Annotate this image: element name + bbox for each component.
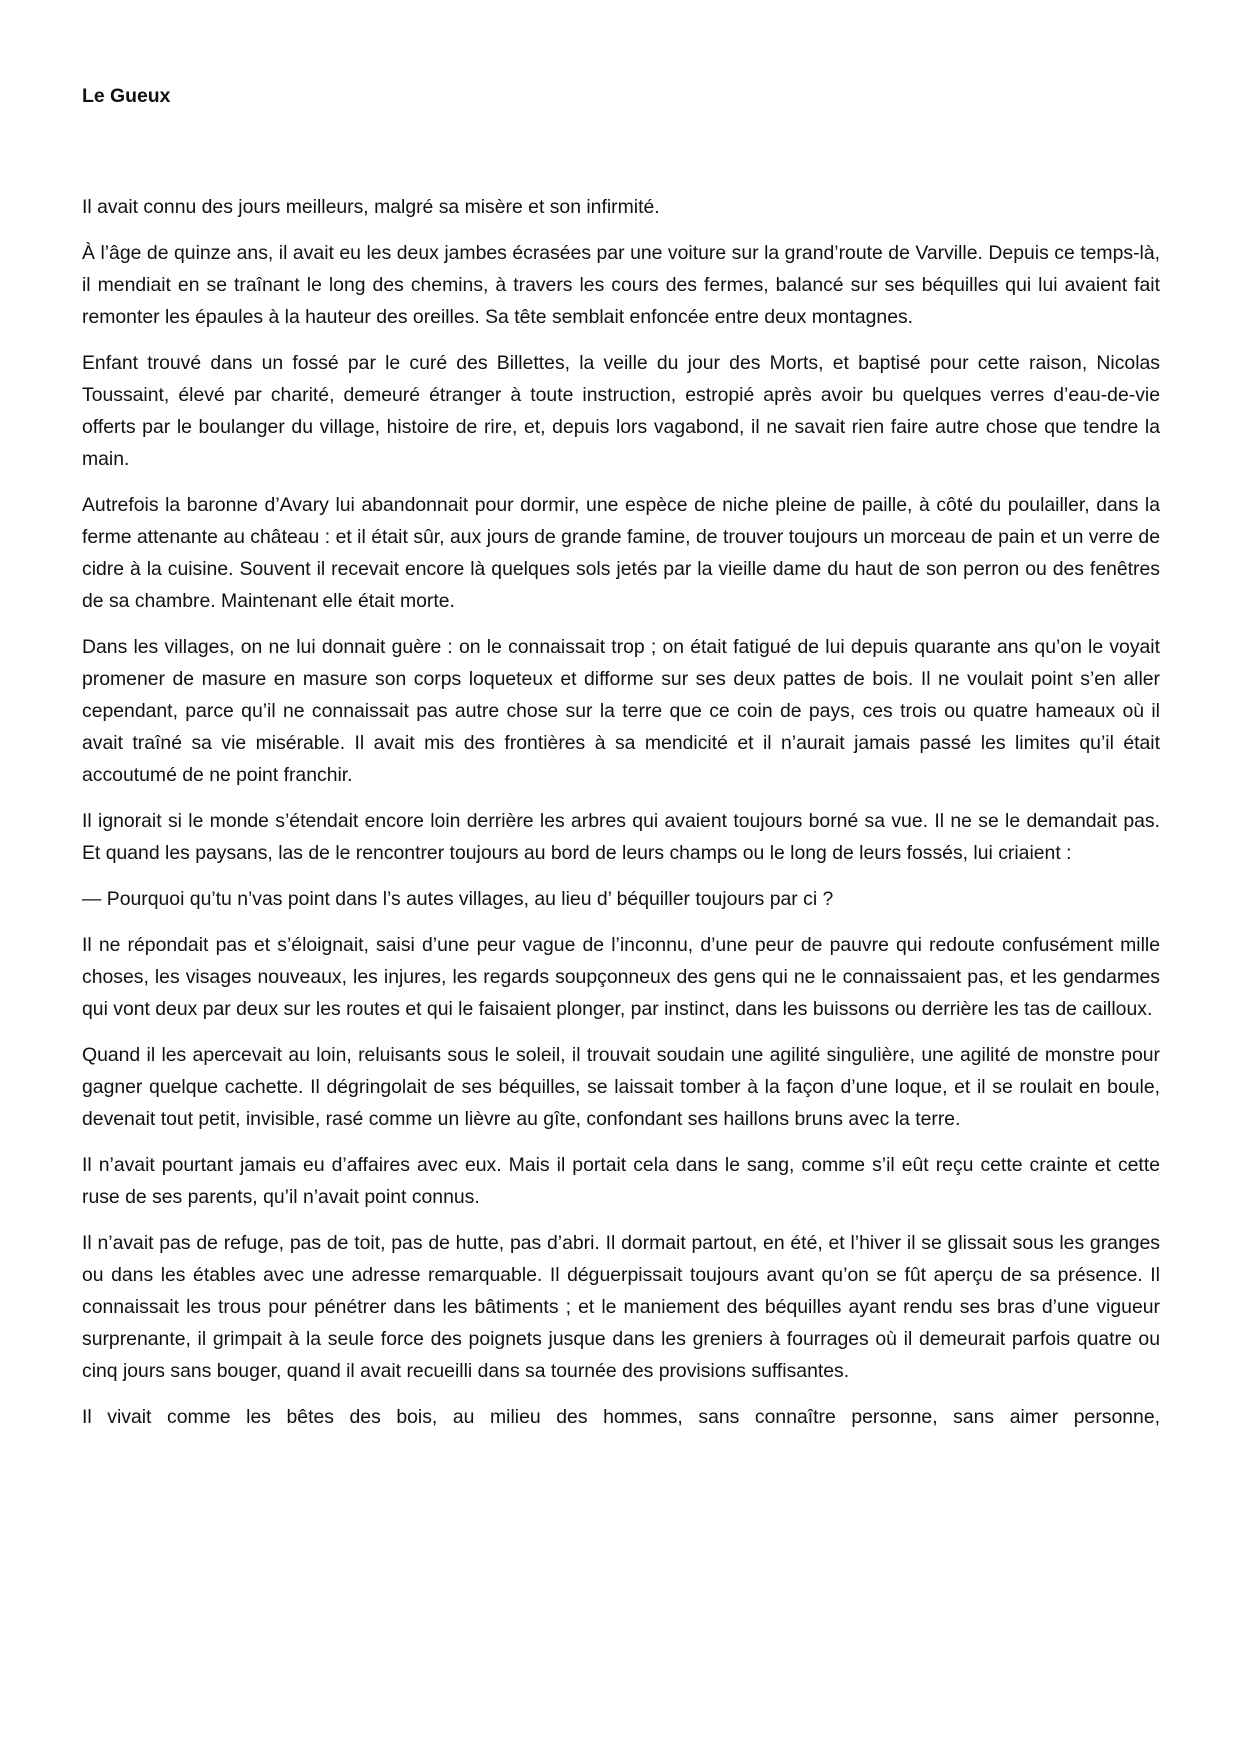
paragraph: Il ne répondait pas et s’éloignait, saisi d’une peur vague de l’inconnu, d’une peur de pauvre qui redoute confusément mille choses, les visages nouveaux, les injures, les regards soupçonneux des gens qui ne le connaissaient pas, et les gendarmes qui vont deux par deux sur les routes et qui le faisaient plonger, par instinct, dans les buissons ou derrière les tas de cailloux. (82, 934, 1160, 1020)
paragraph: Enfant trouvé dans un fossé par le curé des Billettes, la veille du jour des Morts, et baptisé pour cette raison, Nicolas Toussaint, élevé par charité, demeuré étranger à toute instruction, estropié après avoir bu quelques verres d’eau-de-vie offerts par le boulanger du village, histoire de rire, et, depuis lors vagabond, il ne savait rien faire autre chose que tendre la main. (82, 352, 1160, 470)
paragraph: Quand il les apercevait au loin, reluisants sous le soleil, il trouvait soudain une agilité singulière, une agilité de monstre pour gagner quelque cachette. Il dégringolait de ses béquilles, se laissait tomber à la façon d’une loque, et il se roulait en boule, devenait tout petit, invisible, rasé comme un lièvre au gîte, confondant ses haillons bruns avec la terre. (82, 1044, 1160, 1130)
document-body (82, 191, 1160, 1433)
document-page (82, 80, 1160, 1447)
paragraph: Il n’avait pourtant jamais eu d’affaires avec eux. Mais il portait cela dans le sang, comme s’il eût reçu cette crainte et cette ruse de ses parents, qu’il n’avait point connus. (82, 1154, 1160, 1208)
paragraph: À l’âge de quinze ans, il avait eu les deux jambes écrasées par une voiture sur la grand’route de Varville. Depuis ce temps-là, il mendiait en se traînant le long des chemins, à travers les cours des fermes, balancé sur ses béquilles qui lui avaient fait remonter les épaules à la hauteur des oreilles. Sa tête semblait enfoncée entre deux montagnes. (82, 242, 1160, 328)
paragraph: Il avait connu des jours meilleurs, malgré sa misère et son infirmité. (82, 196, 660, 218)
paragraph: Autrefois la baronne d’Avary lui abandonnait pour dormir, une espèce de niche pleine de paille, à côté du poulailler, dans la ferme attenante au château : et il était sûr, aux jours de grande famine, de trouver toujours un morceau de pain et un verre de cidre à la cuisine. Souvent il recevait encore là quelques sols jetés par la vieille dame du haut de son perron ou des fenêtres de sa chambre. Maintenant elle était morte. (82, 494, 1160, 612)
paragraph: Il ignorait si le monde s’étendait encore loin derrière les arbres qui avaient toujours borné sa vue. Il ne se le demandait pas. Et quand les paysans, las de le rencontrer toujours au bord de leurs champs ou le long de leurs fossés, lui criaient : (82, 810, 1160, 864)
dialogue-line: — Pourquoi qu’tu n’vas point dans l’s autes villages, au lieu d’ béquiller toujours par ci ? (82, 888, 834, 910)
paragraph: Dans les villages, on ne lui donnait guère : on le connaissait trop ; on était fatigué de lui depuis quarante ans qu’on le voyait promener de masure en masure son corps loqueteux et difforme sur ses deux pattes de bois. Il ne voulait point s’en aller cependant, parce qu’il ne connaissait pas autre chose sur la terre que ce coin de pays, ces trois ou quatre hameaux où il avait traîné sa vie misérable. Il avait mis des frontières à sa mendicité et il n’aurait jamais passé les limites qu’il était accoutumé de ne point franchir. (82, 636, 1160, 786)
paragraph-continued: Il vivait comme les bêtes des bois, au milieu des hommes, sans connaître personne, sans aimer personne, (82, 1406, 1160, 1428)
document-title: Le Gueux (82, 85, 171, 107)
paragraph: Il n’avait pas de refuge, pas de toit, pas de hutte, pas d’abri. Il dormait partout, en été, et l’hiver il se glissait sous les granges ou dans les étables avec une adresse remarquable. Il déguerpissait toujours avant qu’on se fût aperçu de sa présence. Il connaissait les trous pour pénétrer dans les bâtiments ; et le maniement des béquilles ayant rendu ses bras d’une vigueur surprenante, il grimpait à la seule force des poignets jusque dans les greniers à fourrages où il demeurait parfois quatre ou cinq jours sans bouger, quand il avait recueilli dans sa tournée des provisions suffisantes. (82, 1232, 1160, 1382)
